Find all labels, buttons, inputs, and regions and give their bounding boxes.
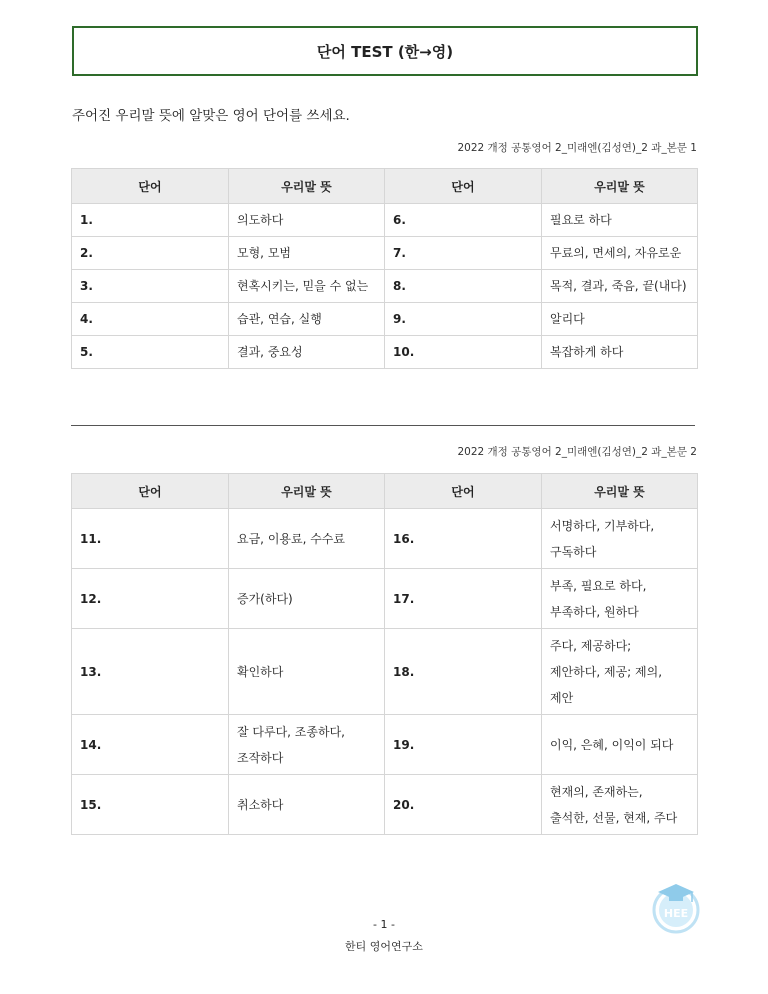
header-word: 단어 [385,169,542,204]
meaning-cell [542,629,698,715]
meaning-line: 주다, 제공하다; [550,638,632,653]
table-row [72,237,698,270]
meaning-cell [229,204,385,237]
meaning-line: 현혹시키는, 믿을 수 없는 [237,279,369,293]
meaning-line: 결과, 중요성 [237,345,303,359]
meaning-line: 모형, 모범 [237,246,291,260]
meaning-cell [229,569,385,629]
logo-text: HEE [663,907,689,920]
header-meaning: 우리말 뜻 [542,474,698,509]
meaning-line: 부족하다, 원하다 [550,604,639,619]
table-row [72,715,698,775]
title-text: 단어 TEST (한→영) [316,42,454,61]
meaning-cell [542,204,698,237]
meaning-cell [542,270,698,303]
meaning-line: 무료의, 면세의, 자유로운 [550,246,682,260]
word-number-cell: 9. [385,303,542,336]
meaning-line: 부족, 필요로 하다, [550,578,647,593]
meaning-line: 알리다 [550,312,585,326]
meaning-line: 현재의, 존재하는, [550,784,643,799]
table-row [72,629,698,715]
table-header-row [72,169,698,204]
meaning-line: 습관, 연습, 실행 [237,312,322,326]
word-number-cell: 20. [385,775,542,835]
meaning-line: 출석한, 선물, 현재, 주다 [550,810,678,825]
word-number-cell: 12. [72,569,229,629]
header-meaning: 우리말 뜻 [229,474,385,509]
meaning-line: 조작하다 [237,750,284,765]
meaning-line: 서명하다, 기부하다, [550,518,655,533]
meaning-line: 확인하다 [237,664,284,679]
footer-text: 한티 영어연구소 [345,940,423,953]
word-number-cell: 14. [72,715,229,775]
header-word: 단어 [385,474,542,509]
word-number-cell: 17. [385,569,542,629]
word-number-cell: 16. [385,509,542,569]
page-number: - 1 - [373,918,395,931]
meaning-cell [542,336,698,369]
meaning-line: 제안 [550,690,574,705]
word-number-cell: 13. [72,629,229,715]
meaning-cell [542,237,698,270]
word-number-cell: 7. [385,237,542,270]
table-row [72,775,698,835]
meaning-cell [542,303,698,336]
table-row [72,509,698,569]
vocab-table-2 [71,473,698,835]
table-row [72,569,698,629]
meaning-cell [229,303,385,336]
meaning-line: 목적, 결과, 죽음, 끝(내다) [550,279,687,293]
section1-source: 2022 개정 공통영어 2_미래엔(김성연)_2 과_본문 1 [457,142,697,154]
word-number-cell: 8. [385,270,542,303]
word-number-cell: 2. [72,237,229,270]
table-header-row [72,474,698,509]
meaning-cell [229,237,385,270]
meaning-line: 복잡하게 하다 [550,345,624,359]
word-number-cell: 15. [72,775,229,835]
meaning-cell [229,336,385,369]
table-row [72,270,698,303]
meaning-line: 증가(하다) [237,591,293,606]
meaning-line: 요금, 이용료, 수수료 [237,531,345,546]
meaning-line: 이익, 은혜, 이익이 되다 [550,737,674,752]
table-row [72,204,698,237]
meaning-cell [229,715,385,775]
word-number-cell: 11. [72,509,229,569]
header-meaning: 우리말 뜻 [229,169,385,204]
header-word: 단어 [72,169,229,204]
page-title [72,26,698,76]
word-number-cell: 5. [72,336,229,369]
meaning-cell [542,775,698,835]
meaning-line: 취소하다 [237,797,284,812]
meaning-cell [542,509,698,569]
word-number-cell: 19. [385,715,542,775]
header-meaning: 우리말 뜻 [542,169,698,204]
table-row [72,336,698,369]
word-number-cell: 3. [72,270,229,303]
meaning-cell [229,509,385,569]
meaning-cell [229,775,385,835]
meaning-line: 잘 다루다, 조종하다, [237,724,345,739]
meaning-cell [542,569,698,629]
header-word: 단어 [72,474,229,509]
meaning-line: 의도하다 [237,213,284,227]
table-row [72,303,698,336]
vocab-table-1 [71,168,698,369]
word-number-cell: 4. [72,303,229,336]
meaning-cell [542,715,698,775]
word-number-cell: 6. [385,204,542,237]
meaning-cell [229,270,385,303]
meaning-line: 제안하다, 제공; 제의, [550,664,663,679]
word-number-cell: 1. [72,204,229,237]
meaning-cell [229,629,385,715]
word-number-cell: 10. [385,336,542,369]
section2-source: 2022 개정 공통영어 2_미래엔(김성연)_2 과_본문 2 [457,446,697,458]
meaning-line: 구독하다 [550,544,597,559]
meaning-line: 필요로 하다 [550,213,612,227]
word-number-cell: 18. [385,629,542,715]
instruction-text: 주어진 우리말 뜻에 알맞은 영어 단어를 쓰세요. [72,108,350,124]
section-divider [71,425,695,426]
